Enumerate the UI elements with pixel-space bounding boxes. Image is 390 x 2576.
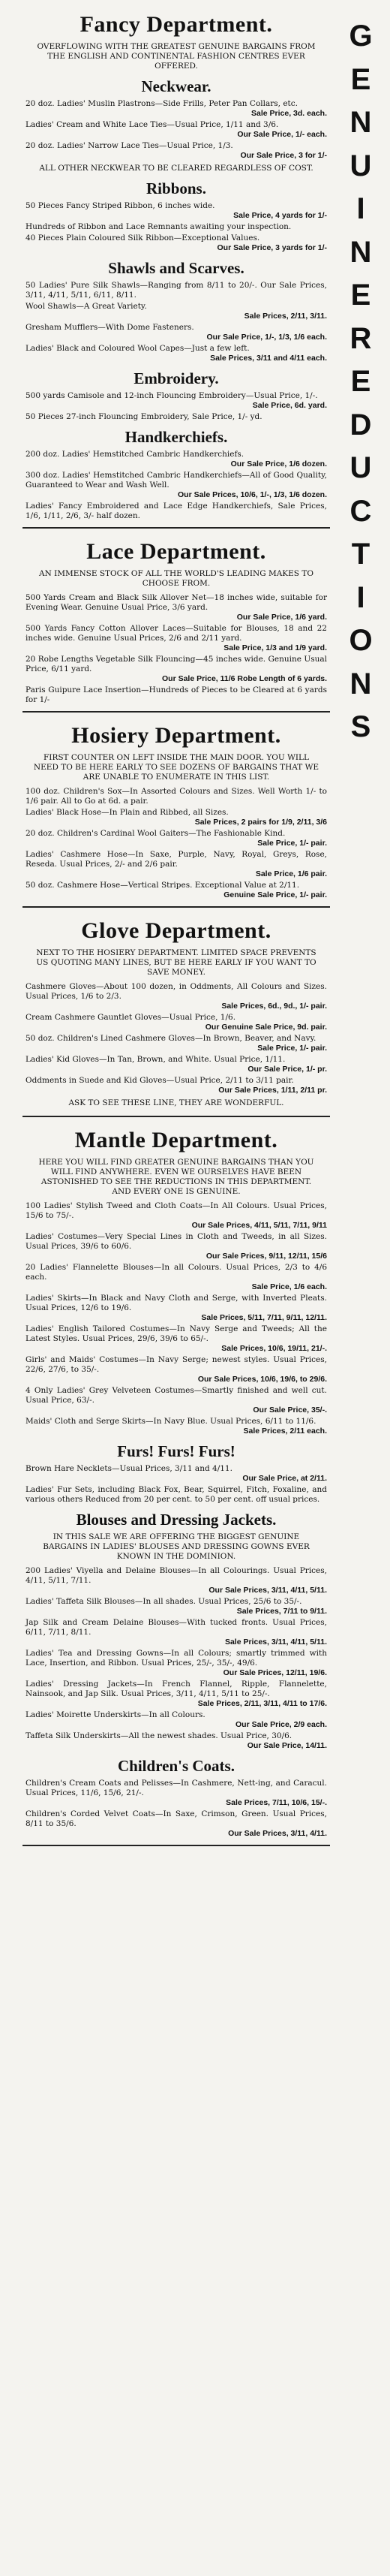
item-description: 100 Ladies' Stylish Tweed and Cloth Coats—In All Colours. Usual Prices, 15/6 to 75/-. [26, 1201, 327, 1220]
item-price: Our Sale Price, 1/- pr. [248, 1065, 327, 1074]
item-description: Ladies' Costumes—Very Special Lines in Cloth and Tweeds, in all Sizes. Usual Prices, 39/6 to 60/6. [26, 1232, 327, 1251]
item-price: Sale Prices, 7/11, 10/6, 15/-. [226, 1798, 327, 1807]
item-description: Cream Cashmere Gauntlet Gloves—Usual Price, 1/6. [26, 1013, 236, 1022]
list-item [26, 141, 327, 161]
list-item [26, 685, 327, 705]
list-item [26, 1076, 327, 1095]
list-item [26, 655, 327, 684]
item-price: Sale Price, 6d. yard. [252, 401, 327, 410]
item-description: 20 Robe Lengths Vegetable Silk Flouncing—45 inches wide. Genuine Usual Price, 6/11 yard. [26, 655, 327, 673]
hosiery-list [26, 787, 327, 900]
list-item [26, 1680, 327, 1709]
list-item [26, 1731, 327, 1751]
hosiery-title: Hosiery Department. [71, 723, 281, 748]
glove-intro: NEXT TO THE HOSIERY DEPARTMENT. LIMITED SPACE PREVENTS US QUOTING MANY LINES, BUT BE HERE EARLY IF YOU WANT TO SAVE MONEY. [36, 948, 316, 977]
hosiery-department [22, 717, 330, 908]
mantle-department [22, 1122, 330, 1846]
list-item [26, 120, 327, 140]
item-price: Sale Prices, 3/11 and 4/11 each. [210, 354, 327, 363]
mantle-title: Mantle Department. [74, 1128, 278, 1152]
side-banner-letter: I [356, 580, 365, 614]
item-description: Ladies' Black Hose—In Plain and Ribbed, all Sizes. [26, 808, 229, 817]
item-description: Ladies' English Tailored Costumes—In Navy Serge and Tweeds; All the Latest Styles. Usual Prices, 29/6, 39/6 to 65/-. [26, 1324, 327, 1343]
item-description: Cashmere Gloves—About 100 dozen, in Oddments, All Colours and Sizes. Usual Prices, 1/6 to 2/3. [26, 982, 327, 1001]
hosiery-intro: FIRST COUNTER ON LEFT INSIDE THE MAIN DOOR. YOU WILL NEED TO BE HERE EARLY TO SEE DOZENS OF BARGAINS THAT WE ARE UNABLE TO ENUMERATE IN THIS LIST. [33, 753, 320, 782]
list-item [26, 1355, 327, 1384]
item-description: Paris Guipure Lace Insertion—Hundreds of Pieces to be Cleared at 6 yards for 1/- [26, 685, 327, 704]
item-price: Sale Price, 1/3 and 1/9 yard. [224, 643, 327, 652]
list-item [26, 502, 327, 521]
item-description: Gresham Mufflers—With Dome Fasteners. [26, 323, 194, 332]
item-price: Our Sale Price, at 2/11. [242, 1474, 327, 1483]
item-description: Children's Corded Velvet Coats—In Saxe, Crimson, Green. Usual Prices, 8/11 to 35/6. [26, 1809, 327, 1828]
list-item [26, 233, 327, 253]
item-price: Sale Prices, 5/11, 7/11, 9/11, 12/11. [201, 1313, 327, 1322]
item-price: Sale Price, 3d. each. [251, 109, 327, 118]
fancy-intro: OVERFLOWING WITH THE GREATEST GENUINE BARGAINS FROM THE ENGLISH AND CONTINENTAL FASHION CENTRES EVER OFFERED. [37, 42, 316, 71]
item-description: Wool Shawls—A Great Variety. [26, 302, 147, 311]
item-price: Our Sale Prices, 4/11, 5/11, 7/11, 9/11 [191, 1221, 327, 1230]
list-item [26, 850, 327, 879]
side-banner-letter: C [350, 494, 372, 528]
item-description: Brown Hare Necklets—Usual Prices, 3/11 and 4/11. [26, 1464, 232, 1473]
item-description: 100 doz. Children's Sox—In Assorted Colours and Sizes. Well Worth 1/- to 1/6 pair. All to Go at 6d. a pair. [26, 787, 327, 806]
item-description: 20 doz. Ladies' Muslin Plastrons—Side Frills, Peter Pan Collars, etc. [26, 99, 298, 108]
side-banner-letter: E [350, 279, 371, 312]
item-price: Our Sale Prices, 10/6, 1/-, 1/3, 1/6 dozen. [177, 490, 327, 499]
item-price: Sale Prices, 6d., 9d., 1/- pair. [221, 1002, 327, 1011]
item-price: Sale Prices, 2 pairs for 1/9, 2/11, 3/6 [194, 818, 327, 827]
item-price: Our Sale Price, 1/- each. [237, 130, 327, 139]
list-item [26, 593, 327, 622]
list-item [26, 323, 327, 342]
ribbons-list [26, 201, 327, 253]
glove-title: Glove Department. [81, 918, 272, 943]
list-item [26, 881, 327, 900]
list-item [26, 1779, 327, 1808]
list-item [26, 281, 327, 300]
item-description: 500 Yards Cream and Black Silk Allover Net—18 inches wide, suitable for Evening Wear. Genuine Usual Price, 3/6 yard. [26, 593, 327, 612]
item-price: Sale Prices, 3/11, 4/11, 5/11. [224, 1637, 327, 1647]
handkerchiefs-title: Handkerchiefs. [124, 428, 228, 446]
item-price: Our Sale Price, 3 for 1/- [240, 151, 327, 160]
list-item [26, 1294, 327, 1323]
side-banner [333, 15, 388, 749]
fancy-title: Fancy Department. [80, 12, 273, 37]
list-item [26, 1034, 327, 1053]
item-description: Ladies' Cream and White Lace Ties—Usual Price, 1/11 and 3/6. [26, 120, 279, 129]
item-description: 50 Pieces Fancy Striped Ribbon, 6 inches wide. [26, 201, 215, 210]
childrens-coats-title: Children's Coats. [118, 1757, 235, 1775]
item-description: 500 Yards Fancy Cotton Allover Laces—Suitable for Blouses, 18 and 22 inches wide. Genuine Usual Prices, 2/6 and 2/11 yard. [26, 624, 327, 643]
list-item [26, 1201, 327, 1231]
side-banner-letter: U [350, 149, 372, 182]
list-item [26, 1417, 327, 1436]
furs-title: Furs! Furs! Furs! [117, 1442, 236, 1460]
mantle-list [26, 1201, 327, 1436]
item-description: Ladies' Dressing Jackets—In French Flannel, Ripple, Flannelette, Nainsook, and Jap Silk. Usual Prices, 3/11, 4/11, 5/11 to 25/-. [26, 1680, 327, 1698]
list-item [26, 391, 327, 411]
item-description: 20 Ladies' Flannelette Blouses—In all Colours. Usual Prices, 2/3 to 4/6 each. [26, 1263, 327, 1282]
item-price: Sale Prices, 7/11 to 9/11. [236, 1607, 327, 1616]
item-price: Our Sale Prices, 12/11, 19/6. [223, 1668, 327, 1677]
item-description: 40 Pieces Plain Coloured Silk Ribbon—Exceptional Values. [26, 233, 260, 243]
advert-column [22, 6, 330, 1851]
item-price: Our Sale Price, 3 yards for 1/- [217, 243, 327, 252]
item-description: Taffeta Silk Underskirts—All the newest shades. Usual Price, 30/6. [26, 1731, 292, 1740]
item-description: 200 doz. Ladies' Hemstitched Cambric Handkerchiefs. [26, 450, 244, 459]
embroidery-title: Embroidery. [134, 369, 219, 387]
shawls-title: Shawls and Scarves. [108, 259, 244, 277]
list-item [26, 1055, 327, 1074]
list-item [26, 1809, 327, 1839]
item-price: Sale Price, 1/- pair. [257, 1044, 327, 1053]
embroidery-list [26, 391, 327, 422]
side-banner-letter: R [350, 321, 372, 355]
lace-department [22, 533, 330, 713]
side-banner-letter: N [350, 667, 372, 700]
item-price: Sale Prices, 2/11, 3/11. [244, 312, 327, 321]
list-item [26, 1649, 327, 1678]
side-banner-letter: G [349, 20, 373, 53]
list-item [26, 1232, 327, 1261]
list-item [26, 982, 327, 1011]
side-banner-letter: N [350, 235, 372, 269]
item-price: Sale Price, 1/- pair. [257, 839, 327, 848]
item-description: 200 Ladies' Viyella and Delaine Blouses—In all Colourings. Usual Prices, 4/11, 5/11, 7/11. [26, 1566, 327, 1585]
item-description: Ladies' Black and Coloured Wool Capes—Just a few left. [26, 344, 250, 353]
item-description: 50 Pieces 27-inch Flouncing Embroidery, Sale Price, 1/- yd. [26, 412, 262, 421]
lace-title: Lace Department. [86, 539, 266, 564]
item-description: Children's Cream Coats and Pelisses—In Cashmere, Nett-ing, and Caracul. Usual Prices, 11/6, 15/6, 21/-. [26, 1779, 327, 1797]
list-item [26, 412, 327, 422]
item-price: Our Genuine Sale Price, 9d. pair. [205, 1023, 327, 1032]
list-item [26, 1013, 327, 1032]
list-item [26, 808, 327, 827]
glove-department [22, 912, 330, 1117]
item-description: Hundreds of Ribbon and Lace Remnants awaiting your inspection. [26, 222, 292, 231]
item-price: Sale Price, 1/6 pair. [255, 869, 327, 878]
item-description: 50 doz. Cashmere Hose—Vertical Stripes. Exceptional Value at 2/11. [26, 881, 300, 890]
side-banner-letter: E [350, 365, 371, 398]
item-price: Genuine Sale Price, 1/- pair. [224, 890, 327, 899]
list-item [26, 1710, 327, 1730]
side-banner-letter: S [350, 710, 371, 743]
glove-note: ASK TO SEE THESE LINE, THEY ARE WONDERFUL. [68, 1098, 284, 1107]
item-price: Our Sale Prices, 3/11, 4/11, 5/11. [208, 1586, 327, 1595]
item-description: 50 Ladies' Pure Silk Shawls—Ranging from 8/11 to 20/-. Our Sale Prices, 3/11, 4/11, 5/11, 6/11, 8/11. [26, 281, 327, 300]
list-item [26, 344, 327, 363]
item-description: Jap Silk and Cream Delaine Blouses—With tucked fronts. Usual Prices, 6/11, 7/11, 8/11. [26, 1618, 327, 1637]
item-description: 300 doz. Ladies' Hemstitched Cambric Handkerchiefs—All of Good Quality, Guaranteed to Wear and Wash Well. [26, 471, 327, 490]
list-item [26, 829, 327, 848]
list-item [26, 1386, 327, 1415]
list-item [26, 222, 327, 232]
neckwear-list [26, 99, 327, 161]
childrens-coats-list [26, 1779, 327, 1839]
side-banner-letter: E [350, 62, 371, 96]
mantle-intro: HERE YOU WILL FIND GREATER GENUINE BARGAINS THAN YOU WILL FIND ANYWHERE. EVEN WE OURSELVES HAVE BEEN ASTONISHED TO SEE THE REDUCTIONS IN THIS DEPARTMENT. AND EVERY ONE IS GENUINE. [38, 1158, 314, 1196]
list-item [26, 450, 327, 469]
item-description: Ladies' Moirette Underskirts—In all Colours. [26, 1710, 206, 1719]
shawls-list [26, 281, 327, 363]
side-banner-letter: D [350, 408, 372, 441]
item-price: Our Sale Prices, 1/11, 2/11 pr. [218, 1086, 327, 1095]
item-price: Our Sale Prices, 3/11, 4/11. [228, 1829, 327, 1838]
item-description: Maids' Cloth and Serge Skirts—In Navy Blue. Usual Prices, 6/11 to 11/6. [26, 1417, 316, 1426]
item-description: Girls' and Maids' Costumes—In Navy Serge; newest styles. Usual Prices, 22/6, 27/6, to 35/-. [26, 1355, 327, 1374]
item-description: Ladies' Fur Sets, including Black Fox, Bear, Squirrel, Fitch, Foxaline, and various others Reduced from 20 per cent. to 50 per cent. off usual prices. [26, 1485, 327, 1504]
item-price: Sale Prices, 2/11 each. [243, 1427, 327, 1436]
blouses-list [26, 1566, 327, 1751]
item-price: Sale Prices, 10/6, 19/11, 21/-. [221, 1344, 327, 1353]
item-description: Oddments in Suede and Kid Gloves—Usual Price, 2/11 to 3/11 pair. [26, 1076, 294, 1085]
item-price: Sale Price, 4 yards for 1/- [233, 211, 327, 220]
list-item [26, 471, 327, 500]
item-price: Sale Prices, 2/11, 3/11, 4/11 to 17/6. [197, 1699, 327, 1708]
list-item [26, 1566, 327, 1595]
side-banner-letter: U [350, 451, 372, 484]
side-banner-letter: N [350, 106, 372, 139]
item-price: Our Sale Price, 1/6 yard. [236, 613, 327, 622]
item-description: Ladies' Fancy Embroidered and Lace Edge Handkerchiefs, Sale Prices, 1/6, 1/11, 2/6, 3/- half dozen. [26, 502, 327, 520]
furs-list [26, 1464, 327, 1505]
item-price: Our Sale Price, 2/9 each. [236, 1720, 327, 1729]
neckwear-note: ALL OTHER NECKWEAR TO BE CLEARED REGARDLESS OF COST. [39, 164, 314, 173]
handkerchiefs-list [26, 450, 327, 521]
item-price: Our Sale Prices, 10/6, 19/6, to 29/6. [197, 1375, 327, 1384]
list-item [26, 1324, 327, 1354]
list-item [26, 302, 327, 321]
side-banner-letter: T [351, 538, 370, 571]
list-item [26, 1464, 327, 1484]
fancy-department [22, 6, 330, 529]
side-banner-letter: O [349, 624, 373, 657]
list-item [26, 1263, 327, 1292]
list-item [26, 201, 327, 221]
blouses-intro: IN THIS SALE WE ARE OFFERING THE BIGGEST GENUINE BARGAINS IN LADIES' BLOUSES AND DRESSING GOWNS EVER KNOWN IN THE DOMINION. [43, 1532, 310, 1561]
item-price: Our Sale Price, 11/6 Robe Length of 6 yards. [162, 674, 327, 683]
list-item [26, 1618, 327, 1647]
list-item [26, 624, 327, 653]
glove-list [26, 982, 327, 1095]
item-description: 4 Only Ladies' Grey Velveteen Costumes—Smartly finished and well cut. Usual Price, 63/-. [26, 1386, 327, 1405]
item-description: Ladies' Tea and Dressing Gowns—In all Colours; smartly trimmed with Lace, Insertion, and Ribbon. Usual Prices, 25/-, 35/-, 49/6. [26, 1649, 327, 1668]
ribbons-title: Ribbons. [146, 179, 206, 197]
neckwear-title: Neckwear. [141, 77, 212, 95]
list-item [26, 1597, 327, 1616]
list-item [26, 1485, 327, 1505]
item-description: Ladies' Skirts—In Black and Navy Cloth and Serge, with Inverted Pleats. Usual Prices, 12/6 to 19/6. [26, 1294, 327, 1312]
lace-intro: AN IMMENSE STOCK OF ALL THE WORLD'S LEADING MAKES TO CHOOSE FROM. [39, 569, 314, 588]
item-description: Ladies' Kid Gloves—In Tan, Brown, and White. Usual Price, 1/11. [26, 1055, 286, 1064]
item-price: Our Sale Prices, 9/11, 12/11, 15/6 [206, 1252, 327, 1261]
blouses-title: Blouses and Dressing Jackets. [76, 1511, 277, 1529]
item-description: 500 yards Camisole and 12-inch Flouncing Embroidery—Usual Price, 1/-. [26, 391, 318, 400]
item-price: Our Sale Price, 14/11. [247, 1741, 327, 1750]
item-price: Our Sale Price, 1/-, 1/3, 1/6 each. [206, 333, 327, 342]
list-item [26, 787, 327, 806]
item-description: 20 doz. Ladies' Narrow Lace Ties—Usual Price, 1/3. [26, 141, 233, 150]
side-banner-letter: I [356, 192, 365, 225]
list-item [26, 99, 327, 119]
item-description: 50 doz. Children's Lined Cashmere Gloves—In Brown, Beaver, and Navy. [26, 1034, 316, 1043]
item-description: Ladies' Cashmere Hose—In Saxe, Purple, Navy, Royal, Greys, Rose, Reseda. Usual Prices, 2/- and 2/6 pair. [26, 850, 327, 869]
item-price: Our Sale Price, 1/6 dozen. [230, 459, 327, 469]
lace-list [26, 593, 327, 705]
item-description: Ladies' Taffeta Silk Blouses—In all shades. Usual Prices, 25/6 to 35/-. [26, 1597, 302, 1606]
item-price: Sale Price, 1/6 each. [251, 1282, 327, 1291]
item-price: Our Sale Price, 35/-. [253, 1406, 327, 1415]
item-description: 20 doz. Children's Cardinal Wool Gaiters—The Fashionable Kind. [26, 829, 286, 838]
